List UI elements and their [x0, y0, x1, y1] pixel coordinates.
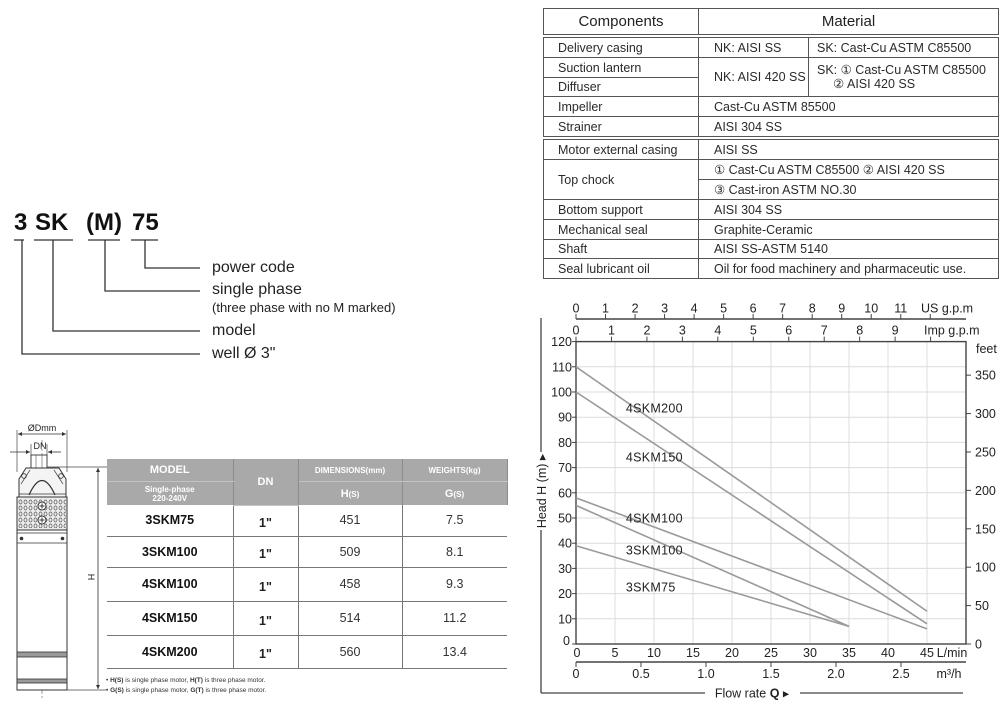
us-gpm-tick-label: 9 — [838, 301, 846, 316]
code-leader-lines — [0, 0, 220, 370]
table-row — [544, 138, 999, 160]
header-material: Material — [699, 9, 999, 37]
model-cell: 4SKM200 — [107, 635, 233, 668]
material-cell: ① Cast-Cu ASTM C85500 ② AISI 420 SS — [699, 160, 999, 180]
feet-tick-label: 100 — [975, 560, 996, 575]
header-g-sub: (S) — [453, 489, 465, 499]
x-tick-label: 35 — [842, 646, 856, 660]
material-cell: AISI SS — [699, 138, 999, 160]
screw-icon — [20, 537, 24, 541]
table-row — [544, 240, 999, 259]
dn-cell: 1" — [233, 505, 298, 536]
table-row — [107, 567, 507, 601]
imp-gpm-unit-label: Imp g.p.m — [924, 323, 980, 338]
series-line-3skm75 — [576, 543, 849, 627]
weight-cell: 8.1 — [402, 536, 507, 567]
m3h-unit-label: m³/h — [936, 667, 962, 681]
pump-head — [19, 468, 66, 497]
pump-band — [17, 652, 67, 657]
series-label: 3SKM100 — [625, 543, 683, 558]
m3h-tick-label: 1.5 — [762, 667, 780, 681]
component-cell: Strainer — [544, 117, 699, 139]
table-row — [107, 536, 507, 567]
weight-cell: 11.2 — [402, 601, 507, 635]
feet-tick-label: 300 — [975, 407, 996, 422]
bullet-icon: • — [106, 687, 109, 694]
model-cell: 3SKM100 — [107, 536, 233, 567]
legend-power-code: power code — [212, 259, 295, 276]
x-tick-label: 40 — [881, 646, 895, 660]
header-weights: WEIGHTS(kg) — [402, 459, 507, 482]
component-cell: Bottom support — [544, 200, 699, 220]
us-gpm-tick-label: 5 — [720, 301, 728, 316]
material-nk-cell: NK: AISI 420 SS — [699, 58, 809, 97]
y-tick-label: 10 — [558, 612, 572, 627]
code-part-power: 75 — [132, 209, 159, 236]
y-tick-label: 80 — [558, 435, 572, 450]
note-text: is three phase motor. — [203, 687, 267, 694]
component-cell: Mechanical seal — [544, 220, 699, 240]
dn-cell: 1" — [233, 635, 298, 668]
imp-gpm-tick-label: 5 — [749, 323, 757, 338]
table-row — [544, 259, 999, 279]
imp-gpm-tick-label: 7 — [820, 323, 828, 338]
note-term: G(T) — [190, 687, 204, 694]
weight-cell: 7.5 — [402, 505, 507, 536]
material-sk-cell — [809, 58, 999, 97]
note-term: H(S) — [110, 677, 124, 684]
x-tick-label: 5 — [611, 646, 619, 660]
header-g — [402, 482, 507, 506]
model-cell: 4SKM100 — [107, 567, 233, 601]
note-term: G(S) — [110, 687, 124, 694]
material-cell: Graphite-Ceramic — [699, 220, 999, 240]
legend-well: well Ø 3" — [212, 345, 276, 362]
x-tick-label: 45 — [920, 646, 934, 660]
series-line-3skm100 — [576, 505, 849, 626]
material-sk-line: ② AISI 420 SS — [833, 77, 916, 91]
leader-single-phase — [105, 240, 200, 291]
component-cell: Top chock — [544, 160, 699, 200]
component-cell: Motor external casing — [544, 138, 699, 160]
model-cell: 4SKM150 — [107, 601, 233, 635]
feet-tick-label: 350 — [975, 368, 996, 383]
us-gpm-tick-label: 11 — [894, 301, 908, 316]
table-row — [544, 36, 999, 58]
x-tick-label: 10 — [647, 646, 661, 660]
table-row — [544, 160, 999, 180]
imp-gpm-tick-label: 6 — [785, 323, 793, 338]
components-header-row — [544, 9, 999, 37]
material-cell: AISI 304 SS — [699, 117, 999, 139]
material-sk-cell: SK: Cast-Cu ASTM C85500 — [809, 36, 999, 58]
header-h — [298, 482, 402, 506]
component-cell: Shaft — [544, 240, 699, 259]
table-row — [544, 200, 999, 220]
table-row — [107, 635, 507, 668]
us-gpm-tick-label: 2 — [631, 301, 639, 316]
series-label: 3SKM75 — [625, 580, 676, 595]
code-part-model: SK — [35, 209, 69, 236]
legend-single-phase: single phase — [212, 281, 302, 298]
x-tick-label: 0 — [573, 646, 581, 660]
table-row — [107, 505, 507, 536]
code-part-phase: (M) — [86, 209, 122, 236]
model-cell: 3SKM75 — [107, 505, 233, 536]
header-phase: Single-phase — [144, 484, 195, 494]
y-tick-label: 90 — [558, 410, 572, 425]
header-model: MODEL — [107, 459, 233, 482]
dn-label: DN — [33, 441, 47, 451]
components-table — [543, 8, 999, 279]
imp-gpm-tick-label: 4 — [714, 323, 722, 338]
us-gpm-unit-label: US g.p.m — [921, 301, 974, 316]
component-cell: Delivery casing — [544, 36, 699, 58]
material-cell: ③ Cast-iron ASTM NO.30 — [699, 180, 999, 200]
pump-band — [17, 679, 67, 683]
chart-marks — [551, 302, 997, 682]
table-row — [544, 220, 999, 240]
x-tick-label: 25 — [764, 646, 778, 660]
height-cell: 451 — [298, 505, 402, 536]
table-row — [544, 117, 999, 139]
series-label: 4SKM200 — [625, 401, 683, 416]
imp-gpm-tick-label: 8 — [856, 323, 864, 338]
feet-unit-label: feet — [976, 342, 997, 356]
feet-tick-label: 250 — [975, 445, 996, 460]
pump-outlet — [31, 455, 47, 468]
imp-gpm-tick-label: 2 — [643, 323, 651, 338]
us-gpm-tick-label: 1 — [602, 301, 609, 316]
x-tick-label: 30 — [803, 646, 817, 660]
feet-tick-label: 150 — [975, 522, 996, 537]
m3h-tick-label: 2.0 — [827, 667, 845, 681]
m3h-tick-label: 1.0 — [697, 667, 715, 681]
note-text: is single phase motor, — [123, 687, 191, 694]
note-text: is three phase motor. — [202, 677, 266, 684]
y-tick-label: 40 — [558, 536, 572, 551]
x-unit-label: L/min — [936, 646, 968, 660]
header-h-letter: H — [340, 487, 349, 500]
weight-cell: 9.3 — [402, 567, 507, 601]
y-axis-label — [535, 453, 549, 528]
note-text: is single phase motor, — [123, 677, 190, 684]
us-gpm-tick-label: 3 — [661, 301, 669, 316]
bullet-icon: • — [106, 677, 109, 684]
material-cell: AISI SS-ASTM 5140 — [699, 240, 999, 259]
leader-model — [53, 240, 200, 331]
spec-table — [107, 459, 508, 669]
component-cell: Seal lubricant oil — [544, 259, 699, 279]
header-dimensions: DIMENSIONS(mm) — [298, 459, 402, 482]
imp-gpm-tick-label: 3 — [678, 323, 686, 338]
dn-cell: 1" — [233, 567, 298, 601]
y-tick-label: 30 — [558, 561, 572, 576]
m3h-tick-label: 0.5 — [632, 667, 650, 681]
x-axis-label-text: Flow rate — [714, 686, 770, 701]
us-gpm-tick-label: 8 — [808, 301, 816, 316]
screw-icon — [61, 537, 65, 541]
arrow-right-icon: ▸ — [779, 686, 790, 701]
m3h-tick-label: 2.5 — [892, 667, 910, 681]
y-tick-label: 70 — [558, 461, 572, 476]
header-g-letter: G — [444, 487, 454, 500]
weight-cell: 13.4 — [402, 635, 507, 668]
material-sk-line: SK: ① Cast-Cu ASTM C85500 — [817, 63, 986, 77]
imp-gpm-tick-label: 9 — [891, 323, 899, 338]
x-tick-label: 15 — [686, 646, 700, 660]
y-tick-label: 100 — [551, 385, 572, 400]
table-row — [544, 58, 999, 78]
x-tick-label: 20 — [725, 646, 739, 660]
material-cell: Oil for food machinery and pharmaceutic use. — [699, 259, 999, 279]
header-voltage: 220-240V — [152, 493, 188, 503]
table-row — [544, 97, 999, 117]
material-cell: Cast-Cu ASTM 85500 — [699, 97, 999, 117]
us-gpm-tick-label: 10 — [864, 301, 879, 316]
x-axis-label — [715, 687, 790, 701]
height-label: H — [86, 573, 97, 581]
us-gpm-tick-label: 7 — [779, 301, 787, 316]
code-part-well: 3 — [14, 209, 28, 236]
note-term: H(T) — [189, 677, 203, 684]
material-cell: AISI 304 SS — [699, 200, 999, 220]
height-cell: 509 — [298, 536, 402, 567]
leader-power-code — [145, 240, 200, 268]
header-h-sub: (S) — [348, 489, 360, 499]
y-tick-label: 50 — [558, 511, 572, 526]
diameter-label: ØDmm — [27, 423, 57, 433]
component-cell: Suction lantern — [544, 58, 699, 78]
us-gpm-tick-label: 4 — [690, 301, 698, 316]
us-gpm-tick-label: 6 — [749, 301, 757, 316]
legend-single-phase-note: (three phase with no M marked) — [212, 300, 396, 315]
height-cell: 560 — [298, 635, 402, 668]
pump-drawing — [0, 420, 115, 701]
header-model-sub — [107, 482, 233, 506]
component-cell: Impeller — [544, 97, 699, 117]
y-axis-label-text: Head H (m) — [535, 463, 549, 529]
spec-subheader-row — [107, 482, 507, 506]
note-g — [106, 686, 266, 696]
y-tick-label: 110 — [552, 360, 572, 375]
y-tick-label: 0 — [563, 634, 570, 648]
leader-well — [22, 240, 200, 354]
arrow-right-icon: ▸ — [535, 453, 549, 464]
performance-chart — [530, 295, 1002, 701]
table-row — [107, 601, 507, 635]
dn-cell: 1" — [233, 536, 298, 567]
header-dn: DN — [233, 459, 298, 505]
spec-header-row — [107, 459, 507, 482]
dn-cell: 1" — [233, 601, 298, 635]
series-label: 4SKM100 — [625, 511, 683, 526]
spec-notes — [106, 676, 266, 696]
component-cell: Diffuser — [544, 78, 699, 97]
height-cell: 514 — [298, 601, 402, 635]
height-cell: 458 — [298, 567, 402, 601]
imp-gpm-tick-label: 1 — [607, 323, 615, 338]
legend-model: model — [212, 322, 256, 339]
material-nk-cell: NK: AISI SS — [699, 36, 809, 58]
series-label: 4SKM150 — [625, 450, 683, 465]
feet-tick-label: 0 — [975, 637, 982, 652]
y-tick-label: 120 — [551, 335, 572, 350]
y-tick-label: 20 — [558, 587, 572, 602]
feet-tick-label: 200 — [975, 483, 996, 498]
header-components: Components — [544, 9, 699, 37]
x-axis-label-symbol: Q — [769, 686, 780, 701]
pump-body — [17, 530, 67, 690]
note-h — [106, 676, 266, 686]
feet-tick-label: 50 — [975, 599, 989, 614]
imp-gpm-tick-label: 0 — [572, 323, 580, 338]
m3h-tick-label: 0 — [572, 667, 580, 681]
us-gpm-tick-label: 0 — [572, 301, 580, 316]
y-tick-label: 60 — [558, 486, 572, 501]
